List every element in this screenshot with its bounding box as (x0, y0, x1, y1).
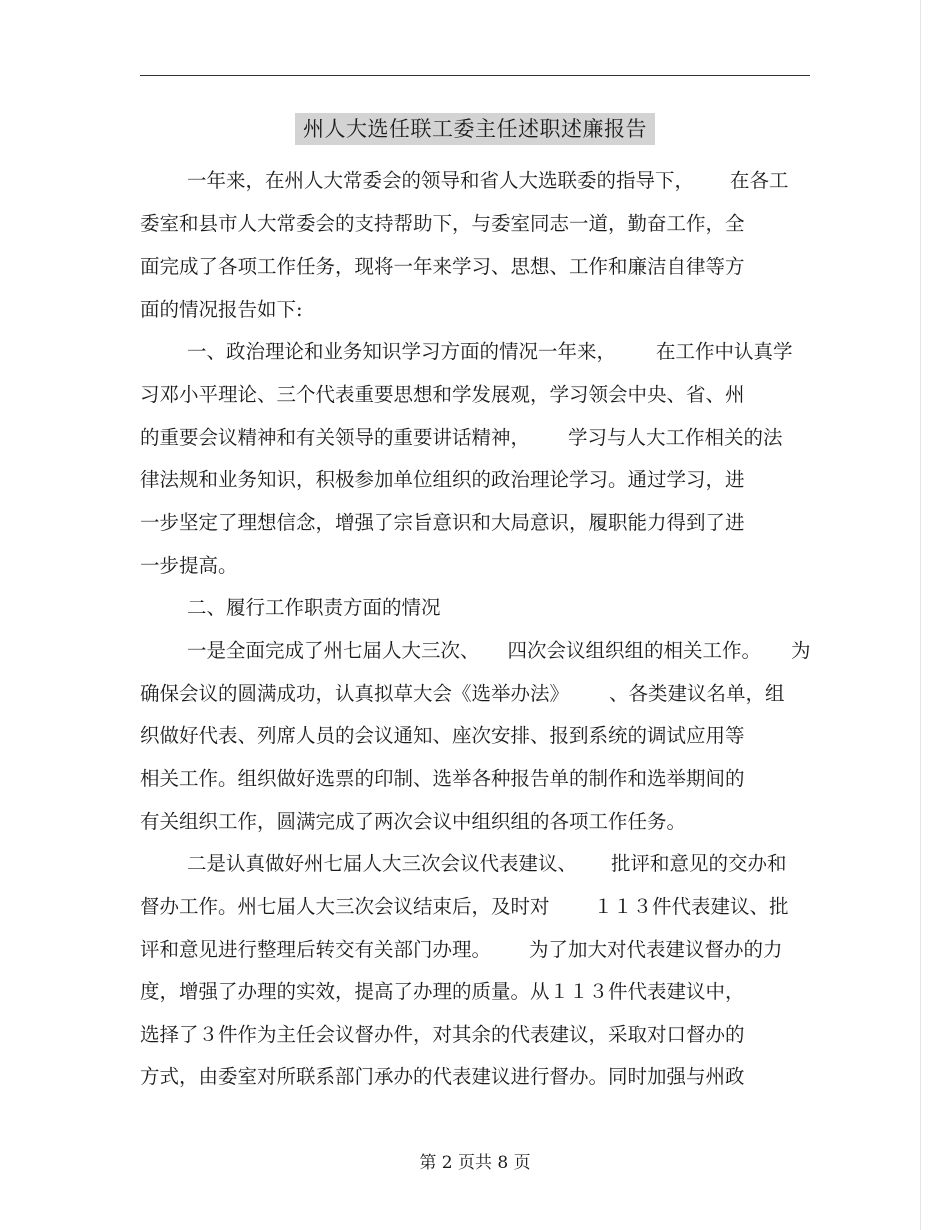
body-text-segment: 四次会议组织组的相关工作。 (507, 639, 762, 662)
body-text-segment: 方式，由委室对所联系部门承办的代表建议进行督办。同时加强与州政 (140, 1065, 745, 1088)
title-container (0, 113, 950, 145)
body-text-segment: 一是全面完成了州七届人大三次、 (187, 639, 480, 662)
body-text-segment: 确保会议的圆满成功，认真拟草大会《选举办法》 (140, 682, 570, 705)
body-line (140, 978, 745, 1006)
body-text-segment: 面的情况报告如下: (140, 298, 303, 321)
body-line (140, 722, 745, 750)
body-text-segment: 度，增强了办理的实效，提高了办理的质量。从１１３件代表建议中， (140, 980, 745, 1003)
body-line (140, 210, 745, 238)
body-text-segment: 二是认真做好州七届人大三次会议代表建议、 (187, 852, 578, 875)
body-line (140, 808, 686, 836)
body-text-segment: 评和意见进行整理后转交有关部门办理。 (140, 938, 492, 961)
body-text-segment: 习邓小平理论、三个代表重要思想和学发展观，学习领会中央、省、州 (140, 383, 745, 406)
body-text-segment: 委室和县市人大常委会的支持帮助下，与委室同志一道，勤奋工作，全 (140, 212, 745, 235)
body-text-segment: 为了加大对代表建议督办的力 (529, 938, 783, 961)
body-line (187, 850, 787, 878)
body-line (140, 552, 238, 580)
document-title: 州人大选任联工委主任述职述廉报告 (295, 113, 655, 145)
body-text-segment: 选择了３件作为主任会议督办件，对其余的代表建议，采取对口督办的 (140, 1023, 745, 1046)
body-text-segment: 、各类建议名单，组 (609, 682, 785, 705)
body-line (140, 296, 303, 324)
body-line (140, 509, 745, 537)
body-line (140, 253, 745, 281)
body-text-segment: 在各工 (730, 169, 789, 192)
body-text-segment: 面完成了各项工作任务，现将一年来学习、思想、工作和廉洁自律等方 (140, 255, 745, 278)
body-line (140, 466, 745, 494)
body-text-segment: 一步提高。 (140, 554, 238, 577)
body-text-segment: 学习与人大工作相关的法 (568, 426, 783, 449)
body-text-segment: 一步坚定了理想信念，增强了宗旨意识和大局意识，履职能力得到了进 (140, 511, 745, 534)
body-text-segment: 的重要会议精神和有关领导的重要讲话精神， (140, 426, 531, 449)
body-text-segment: 一年来，在州人大常委会的领导和省人大选联委的指导下， (187, 169, 695, 192)
body-line (140, 765, 745, 793)
body-line (187, 338, 793, 366)
body-text-segment: 织做好代表、列席人员的会议通知、座次安排、报到系统的调试应用等 (140, 724, 745, 747)
body-text-segment: 督办工作。州七届人大三次会议结束后，及时对 (140, 895, 550, 918)
body-text-segment: 二、履行工作职责方面的情况 (187, 596, 441, 619)
body-text-segment: 律法规和业务知识，积极参加单位组织的政治理论学习。通过学习，进 (140, 468, 745, 491)
page-footer: 第 2 页共 8 页 (419, 1153, 531, 1173)
body-line (140, 381, 745, 409)
body-text-segment: １１３件代表建议、批 (593, 895, 789, 918)
body-line (187, 167, 789, 195)
body-line (140, 1063, 745, 1091)
body-text-segment: 有关组织工作，圆满完成了两次会议中组织组的各项工作任务。 (140, 810, 687, 833)
body-line (140, 424, 783, 452)
body-line (140, 680, 785, 708)
body-line (140, 1021, 745, 1049)
header-rule (140, 75, 810, 76)
body-text-segment: 一、政治理论和业务知识学习方面的情况一年来， (187, 340, 617, 363)
body-text-segment: 批评和意见的交办和 (611, 852, 787, 875)
body-text-segment: 相关工作。组织做好选票的印制、选举各种报告单的制作和选举期间的 (140, 767, 745, 790)
body-text-segment: 在工作中认真学 (656, 340, 793, 363)
body-text-segment: 为 (791, 639, 811, 662)
body-line (187, 637, 811, 665)
body-line (140, 893, 789, 921)
body-line (140, 936, 783, 964)
body-line (187, 594, 441, 622)
page-edge-divider (920, 0, 921, 1230)
